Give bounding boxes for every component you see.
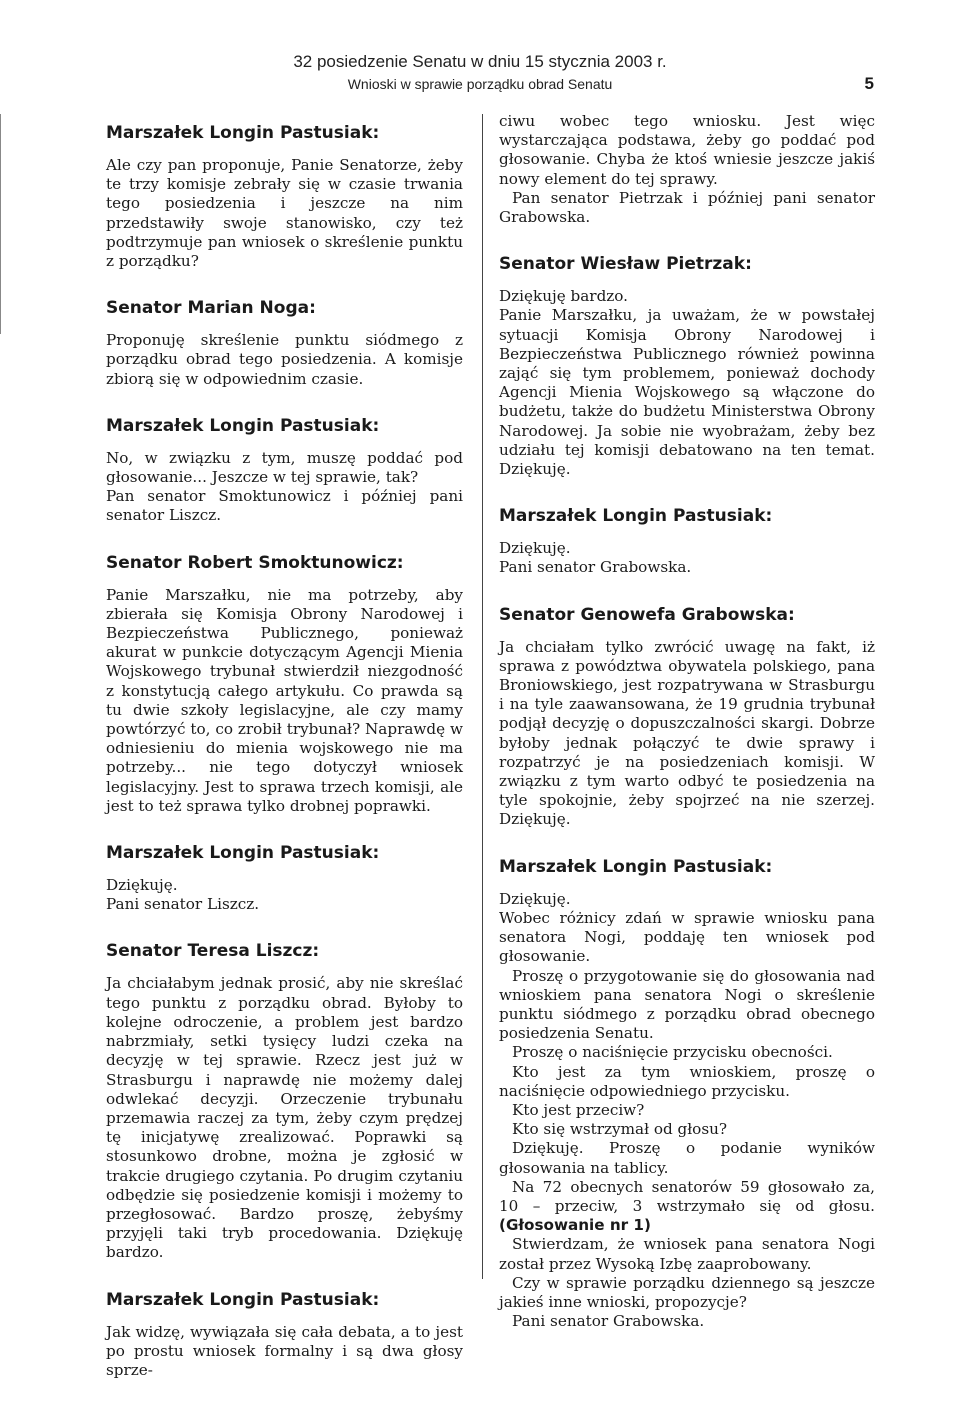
speaker-name: Marszałek Longin Pastusiak: xyxy=(499,506,773,527)
vote-number-note: (Głosowanie nr 1) xyxy=(499,1216,651,1235)
speech-paragraph: Dziękuję. xyxy=(499,889,571,908)
speaker-name: Senator Teresa Liszcz: xyxy=(106,941,320,962)
speech-paragraph: Stwierdzam, że wniosek pana senatora Nogi został przez Wysoką Izbę zaaprobowany. xyxy=(499,1235,875,1273)
page-header-subtitle: Wnioski w sprawie porządku obrad Senatu xyxy=(347,76,613,92)
speech xyxy=(106,122,463,271)
speech-paragraph: Pani senator Liszcz. xyxy=(106,895,260,914)
speech xyxy=(106,552,463,816)
speaker-name: Senator Marian Noga: xyxy=(106,298,316,319)
speech-paragraph: Kto jest za tym wnioskiem, proszę o naciśnięcie odpowiedniego przycisku. xyxy=(499,1062,875,1100)
speaker-name: Marszałek Longin Pastusiak: xyxy=(106,415,380,436)
speech-paragraph: Dziękuję. xyxy=(499,539,571,558)
right-column xyxy=(499,112,875,1357)
speech xyxy=(106,842,463,914)
speech-paragraph: Jak widzę, wywiązała się cała debata, a to jest po prostu wniosek formalny i są dwa głosy sprze- xyxy=(106,1322,463,1379)
left-column xyxy=(106,112,463,1406)
speech xyxy=(106,1289,463,1381)
speech-paragraph: Dziękuję. Proszę o podanie wyników głosowania na tablicy. xyxy=(499,1139,875,1177)
speech-paragraph: Kto jest przeciw? xyxy=(512,1100,645,1119)
left-edge-rule xyxy=(0,114,1,334)
speaker-name: Marszałek Longin Pastusiak: xyxy=(106,123,380,143)
speech-paragraph: Pan senator Smoktunowicz i później pani senator Liszcz. xyxy=(106,487,463,525)
column-divider xyxy=(482,114,483,1279)
speech-paragraph: Ja chciałabym jednak prosić, aby nie skreślać tego punktu z porządku obrad. Byłoby to kolejne odroczenie, a problem jest bardzo nabrzmiały, setki tysięcy ludzi czeka na decyzję w tej sprawie. Rzecz jest już w Strasburgu i naprawdę nie możemy dalej odwlekać decyzji. Orzeczenie trybunału przemawia raczej za tym, żeby czym prędzej tę inicjatywę zrealizować. Poprawki są stosunkowo drobne, można je zgłosić w trakcie drugiego czytania. Po drugim czytaniu odbędzie się posiedzenie komisji i możemy to przegłosować. Bardzo proszę, żebyśmy przyjęli taki tryb procedowania. Dziękuję bardzo. xyxy=(106,974,463,1262)
page-header-title: 32 posiedzenie Senatu w dniu 15 stycznia 2003 r. xyxy=(293,52,667,71)
speech xyxy=(106,415,463,526)
speech-paragraph: Pan senator Pietrzak i później pani senator Grabowska. xyxy=(499,188,875,227)
speaker-name: Senator Wiesław Pietrzak: xyxy=(499,254,752,275)
speech xyxy=(499,505,875,577)
speaker-name: Marszałek Longin Pastusiak: xyxy=(106,843,380,864)
speech-paragraph: Czy w sprawie porządku dziennego są jeszcze jakieś inne wnioski, propozycje? xyxy=(499,1273,875,1311)
speech-paragraph: Ja chciałam tylko zwrócić uwagę na fakt, iż sprawa z powództwa obywatela polskiego, pana Broniowskiego, jest rozpatrywana w Strasburgu i na tyle zaawansowana, że 19 grudnia trybunał podjął decyzję o dopuszczalności skargi. Dobrze byłoby jednak połączyć te dwie sprawy i rozpatrzyć je na posiedzeniach komisji. W związku z tym warto odbyć te posiedzenia na tyle spokojnie, żeby spojrzeć na nie szerzej. Dziękuję. xyxy=(499,637,875,829)
speaker-name: Senator Robert Smoktunowicz: xyxy=(106,552,404,573)
speech xyxy=(106,940,463,1262)
speaker-name: Senator Genowefa Grabowska: xyxy=(499,604,795,625)
speech-paragraph: Proponuję skreślenie punktu siódmego z porządku obrad tego posiedzenia. A komisje zbiorą się w odpowiednim czasie. xyxy=(106,331,463,388)
vote-result-text: Na 72 obecnych senatorów 59 głosowało za, 10 – przeciw, 3 wstrzymało się od głosu. xyxy=(499,1177,875,1215)
speech xyxy=(106,297,463,389)
page-number: 5 xyxy=(864,74,874,93)
speech-paragraph xyxy=(499,1178,875,1236)
speech-continuation xyxy=(499,112,875,227)
speech-paragraph: Pani senator Grabowska. xyxy=(499,558,692,577)
speech-paragraph: Dziękuję bardzo. xyxy=(499,287,628,306)
speech-paragraph: Kto się wstrzymał od głosu? xyxy=(512,1120,728,1139)
speech-paragraph: Proszę o przygotowanie się do głosowania nad wnioskiem pana senatora Nogi o skreślenie punktu siódmego z porządku obrad obecnego posiedzenia Senatu. xyxy=(499,966,875,1043)
speech xyxy=(499,253,875,479)
speech-paragraph: Dziękuję. xyxy=(106,876,178,895)
speech-paragraph: Pani senator Grabowska. xyxy=(512,1312,705,1331)
speech-paragraph: Wobec różnicy zdań w sprawie wniosku pana senatora Nogi, poddaję ten wniosek pod głosowanie. xyxy=(499,908,875,966)
speaker-name: Marszałek Longin Pastusiak: xyxy=(499,856,773,877)
speech xyxy=(499,856,875,1332)
speech-paragraph: Ale czy pan proponuje, Panie Senatorze, żeby te trzy komisje zebrały się w czasie trwania tego posiedzenia i jeszcze na nim przedstawiły swoje stanowisko, czy też podtrzymuje pan wniosek o skreślenie punktu z porządku? xyxy=(106,156,463,271)
speech-paragraph: Panie Marszałku, ja uważam, że w powstałej sytuacji Komisja Obrony Narodowej i Bezpieczeństwa Publicznego również powinna zająć się tym problemem, ponieważ dochody Agencji Mienia Wojskowego są włączone do budżetu, także do budżetu Ministerstwa Obrony Narodowej. Ja sobie nie wyobrażam, żeby bez udziału tej komisji debatowano na ten temat. Dziękuję. xyxy=(499,306,875,479)
speech-paragraph: No, w związku z tym, muszę poddać pod głosowanie... Jeszcze w tej sprawie, tak? xyxy=(106,448,463,487)
speaker-name: Marszałek Longin Pastusiak: xyxy=(106,1289,380,1310)
speech xyxy=(499,604,875,830)
speech-paragraph: ciwu wobec tego wniosku. Jest więc wystarczająca podstawa, żeby go poddać pod głosowanie. Chyba że ktoś wniesie jeszcze jakiś nowy element do tej sprawy. xyxy=(499,112,875,188)
speech-paragraph: Proszę o naciśnięcie przycisku obecności. xyxy=(512,1043,833,1062)
speech-paragraph: Panie Marszałku, nie ma potrzeby, aby zbierała się Komisja Obrony Narodowej i Bezpieczeństwa Publicznego, ponieważ akurat w punkcie dotyczącym Agencji Mienia Wojskowego trybunał stwierdził niezgodność z konstytucją całego artykułu. Co prawda są tu dwie szkoły legislacyjne, ale czy mamy powtórzyć to, co zrobił trybunał? Naprawdę w odniesieniu do mienia wojskowego nie ma potrzeby... nie tego dotyczył wniosek legislacyjny. Jest to sprawa trzech komisji, ale jest to też sprawa tylko drobnej poprawki. xyxy=(106,585,463,815)
